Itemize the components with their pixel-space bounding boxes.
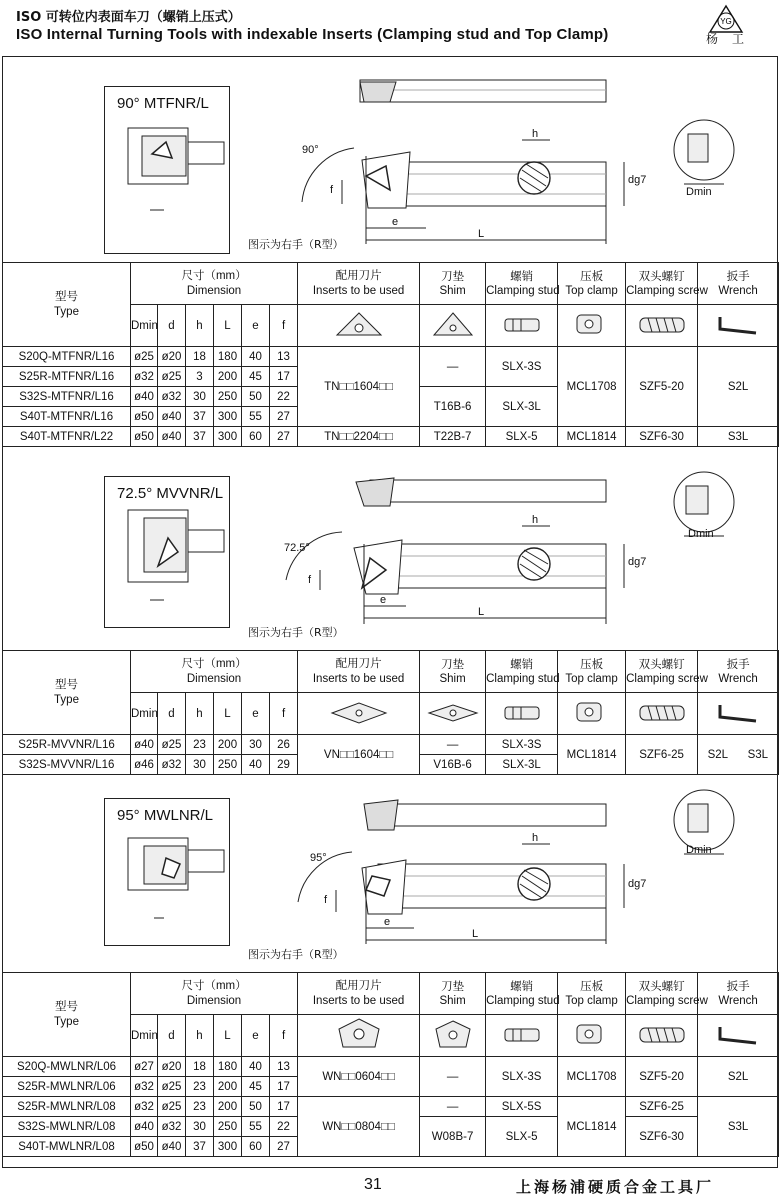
th-type: 型号 Type — [3, 651, 131, 735]
th-stud: 螺销 Clamping stud — [486, 263, 558, 305]
th-f: f — [270, 305, 298, 347]
tool-drawing — [2, 56, 778, 262]
tool-title: 95° MWLNR/L — [117, 807, 214, 824]
table-row: S25R-MTFNR/L16 ø32 ø25 3 200 45 17 — [3, 367, 779, 387]
insert-image — [298, 693, 420, 735]
dim-dmin: Dmin — [686, 186, 712, 198]
wrench-image — [698, 305, 779, 347]
dim-f: f — [324, 894, 328, 906]
dim-l: L — [478, 228, 485, 240]
th-stud: 螺销 Clamping stud — [486, 651, 558, 693]
th-e: e — [242, 305, 270, 347]
th-d: d — [158, 693, 186, 735]
spec-table-mwlnr — [2, 972, 779, 1157]
th-shim: 刀垫 Shim — [420, 263, 486, 305]
figure-mtfnr — [2, 56, 778, 262]
th-shim: 刀垫 Shim — [420, 973, 486, 1015]
wrench-image — [698, 693, 779, 735]
dim-dg: dg7 — [628, 174, 647, 186]
table-row: S40T-MWLNR/L08 ø50 ø40 37 300 60 27 — [3, 1137, 779, 1157]
th-dmin: Dmin — [131, 1015, 158, 1057]
dim-angle: 95° — [310, 852, 327, 864]
dim-dmin: Dmin — [686, 844, 712, 856]
figure-mwlnr — [2, 782, 778, 972]
screw-image — [626, 305, 698, 347]
th-wrench: 扳手 Wrench — [698, 263, 779, 305]
clamp-image — [558, 693, 626, 735]
dim-dg: dg7 — [628, 556, 647, 568]
th-h: h — [186, 305, 214, 347]
th-insert: 配用刀片 Inserts to be used — [298, 973, 420, 1015]
th-insert: 配用刀片 Inserts to be used — [298, 263, 420, 305]
dim-f: f — [308, 574, 312, 586]
th-f: f — [270, 1015, 298, 1057]
table-row: S20Q-MWLNR/L06 ø27 ø20 18 180 40 13 WN□□0604□□ — SLX-3S MCL1708 SZF5-20 S2L — [3, 1057, 779, 1077]
stud-image — [486, 693, 558, 735]
shim-image — [420, 1015, 486, 1057]
table-row: S25R-MWLNR/L08 ø32 ø25 23 200 50 17 WN□□0804□□ — SLX-5S MCL1814 SZF6-25 S3L — [3, 1097, 779, 1117]
th-h: h — [186, 1015, 214, 1057]
th-l: L — [214, 693, 242, 735]
tool-drawing — [2, 452, 778, 650]
th-h: h — [186, 693, 214, 735]
th-e: e — [242, 693, 270, 735]
right-hand-caption: 图示为右手（R型） — [248, 948, 344, 961]
section-mwlnr — [2, 782, 778, 1168]
th-e: e — [242, 1015, 270, 1057]
th-f: f — [270, 693, 298, 735]
svg-text:YG: YG — [720, 17, 732, 26]
th-dimension: 尺寸（mm） Dimension — [131, 263, 298, 305]
logo-caption: 杨工 — [706, 32, 759, 46]
spec-table-mvvnr — [2, 650, 779, 775]
screw-image — [626, 693, 698, 735]
insert-image — [298, 305, 420, 347]
dim-e: e — [380, 594, 387, 606]
insert-image — [298, 1015, 420, 1057]
th-dimension: 尺寸（mm） Dimension — [131, 651, 298, 693]
tool-title: 72.5° MVVNR/L — [117, 485, 224, 502]
clamp-image — [558, 1015, 626, 1057]
table-row: S32S-MTFNR/L16 ø40 ø32 30 250 50 22 T16B-6 SLX-3L — [3, 387, 779, 407]
table-row: S32S-MVVNR/L16 ø46 ø32 30 250 40 29 V16B-6 SLX-3L — [3, 755, 779, 775]
table-row: S40T-MTFNR/L16 ø50 ø40 37 300 55 27 — [3, 407, 779, 427]
section-mvvnr — [2, 452, 778, 782]
table-row: S32S-MWLNR/L08 ø40 ø32 30 250 55 22 W08B-7 SLX-5 SZF6-30 — [3, 1117, 779, 1137]
dim-angle: 90° — [302, 144, 319, 156]
th-dimension: 尺寸（mm） Dimension — [131, 973, 298, 1015]
th-clamp: 压板 Top clamp — [558, 263, 626, 305]
spec-table-mtfnr — [2, 262, 779, 447]
th-wrench: 扳手 Wrench — [698, 651, 779, 693]
section-mtfnr — [2, 56, 778, 452]
dim-h: h — [532, 128, 539, 140]
th-clamp: 压板 Top clamp — [558, 651, 626, 693]
tool-drawing — [2, 782, 778, 972]
th-screw: 双头螺钉 Clamping screw — [626, 973, 698, 1015]
stud-image — [486, 305, 558, 347]
th-screw: 双头螺钉 Clamping screw — [626, 263, 698, 305]
right-hand-caption: 图示为右手（R型） — [248, 238, 344, 251]
tool-title: 90° MTFNR/L — [117, 95, 209, 112]
table-row: S25R-MWLNR/L06 ø32 ø25 23 200 45 17 — [3, 1077, 779, 1097]
figure-mvvnr — [2, 452, 778, 650]
clamp-image — [558, 305, 626, 347]
title-chinese: ISO 可转位内表面车刀（螺销上压式） — [16, 10, 241, 25]
dim-h: h — [532, 832, 539, 844]
company-name: 上海杨浦硬质合金工具厂 — [516, 1178, 715, 1196]
th-wrench: 扳手 Wrench — [698, 973, 779, 1015]
th-stud: 螺销 Clamping stud — [486, 973, 558, 1015]
th-dmin: Dmin — [131, 693, 158, 735]
dim-angle: 72.5° — [284, 542, 310, 554]
th-l: L — [214, 1015, 242, 1057]
table-row: S40T-MTFNR/L22 ø50 ø40 37 300 60 27 TN□□2204□□ T22B-7 SLX-5 MCL1814 SZF6-30 S3L — [3, 427, 779, 447]
dim-e: e — [384, 916, 391, 928]
th-type: 型号 Type — [3, 973, 131, 1057]
th-clamp: 压板 Top clamp — [558, 973, 626, 1015]
th-insert: 配用刀片 Inserts to be used — [298, 651, 420, 693]
table-row: S25R-MVVNR/L16 ø40 ø25 23 200 30 26 VN□□1604□□ — SLX-3S MCL1814 SZF6-25 S2L S3L — [3, 735, 779, 755]
dim-h: h — [532, 514, 539, 526]
stud-image — [486, 1015, 558, 1057]
dim-e: e — [392, 216, 399, 228]
th-l: L — [214, 305, 242, 347]
th-screw: 双头螺钉 Clamping screw — [626, 651, 698, 693]
screw-image — [626, 1015, 698, 1057]
shim-image — [420, 693, 486, 735]
page-number: 31 — [364, 1176, 382, 1193]
wrench-image — [698, 1015, 779, 1057]
th-d: d — [158, 305, 186, 347]
th-d: d — [158, 1015, 186, 1057]
th-type: 型号 Type — [3, 263, 131, 347]
th-dmin: Dmin — [131, 305, 158, 347]
table-row: S20Q-MTFNR/L16 ø25 ø20 18 180 40 13 TN□□1604□□ — SLX-3S MCL1708 SZF5-20 S2L — [3, 347, 779, 367]
right-hand-caption: 图示为右手（R型） — [248, 626, 344, 639]
th-shim: 刀垫 Shim — [420, 651, 486, 693]
dim-f: f — [330, 184, 334, 196]
dim-dg: dg7 — [628, 878, 647, 890]
title-english: ISO Internal Turning Tools with indexable Inserts (Clamping stud and Top Clamp) — [16, 26, 609, 43]
shim-image — [420, 305, 486, 347]
dim-l: L — [472, 928, 479, 940]
dim-dmin: Dmin — [688, 528, 714, 540]
dim-l: L — [478, 606, 485, 618]
